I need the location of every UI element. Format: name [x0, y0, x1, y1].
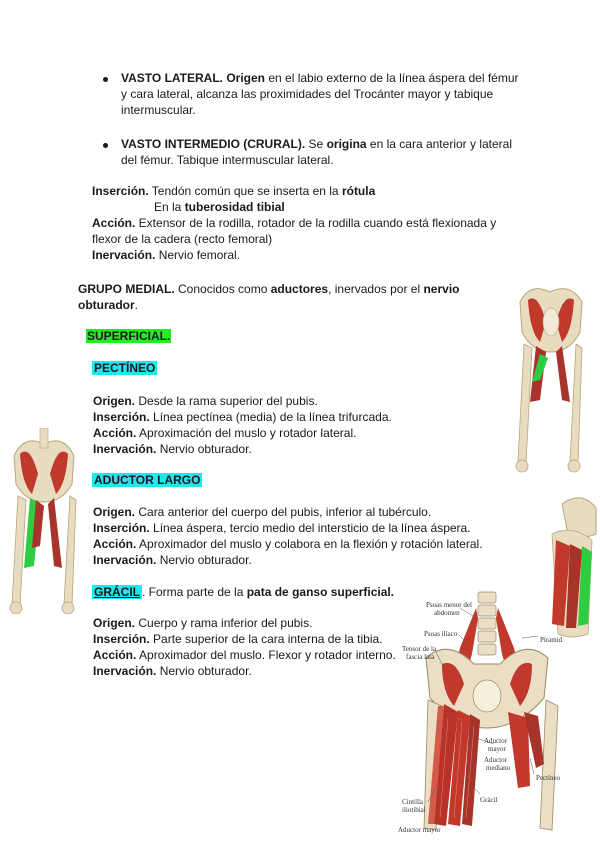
accion-text: Aproximador del muslo. Flexor y rotador interno. — [136, 648, 396, 662]
origen-text: Cuerpo y rama inferior del pubis. — [135, 616, 313, 630]
superficial-label: SUPERFICIAL. — [87, 329, 171, 343]
vasto-intermedio-paragraph — [121, 136, 541, 168]
label-psoas-iliaco: Psoas ilíaco — [424, 630, 458, 638]
aductor-largo-anatomy-figure — [6, 428, 82, 614]
insercion-text: Tendón común que se inserta en la — [148, 184, 342, 198]
inervacion-label: Inervación. — [92, 248, 156, 262]
gracil-text1: . Forma parte de la — [142, 585, 247, 599]
label-aductor-1: Aductor — [484, 737, 507, 745]
insercion-label: Inserción. — [93, 521, 150, 535]
cuadriceps-section — [92, 183, 552, 263]
label-aductor-3: Aductor — [484, 756, 507, 764]
accion-label: Acción. — [93, 537, 137, 551]
insercion-text: Línea áspera, tercio medio del intersticio de la línea áspera. — [149, 521, 471, 535]
label-abdomen: abdomen — [434, 609, 460, 617]
label-gracil: Grácil — [480, 796, 498, 804]
pata-de-ganso-text: pata de ganso superficial. — [246, 585, 395, 599]
rotula-text: rótula — [341, 184, 376, 198]
label-aductor-2: mayor — [488, 745, 506, 753]
vasto-lateral-line1: en el labio externo de la línea áspera del fémur — [265, 71, 519, 85]
grupo-medial-text2: , inervados por el — [328, 282, 424, 296]
accion-line1: Extensor de la rodilla, rotador de la rodilla cuando está flexionada y — [135, 216, 497, 230]
vasto-intermedio-line1: en la cara anterior y lateral — [366, 137, 512, 151]
vasto-lateral-line2: y cara lateral, alcanza las proximidades del Trocánter mayor y tabique — [121, 87, 494, 101]
label-pectineo: Pectíneo — [536, 774, 561, 782]
origen-label: Origen. — [93, 616, 136, 630]
label-piramidal: Piramid — [540, 636, 563, 644]
accion-text: Aproximador del muslo y colabora en la flexión y rotación lateral. — [136, 537, 483, 551]
insercion-label: Inserción. — [93, 632, 150, 646]
label-tensor-2: fascia lata — [406, 653, 435, 661]
en-la-text: En la — [154, 200, 185, 214]
label-cintilla-1: Cintilla — [402, 798, 423, 806]
inervacion-label: Inervación. — [93, 664, 157, 678]
origen-label: Origen. — [93, 394, 136, 408]
accion-label: Acción. — [93, 648, 137, 662]
pectineo-anatomy-figure — [510, 282, 592, 480]
inervacion-text: Nervio femoral. — [155, 248, 241, 262]
insercion-label: Inserción. — [93, 410, 150, 424]
aductor-largo-heading — [92, 472, 202, 488]
label-aductor-mayor: Aductor mayor — [398, 826, 441, 834]
obturador-text: obturador — [78, 298, 135, 312]
origen-label: Origen. — [93, 505, 136, 519]
inervacion-text: Nervio obturador. — [156, 664, 252, 678]
grupo-medial-title: GRUPO MEDIAL. — [78, 282, 175, 296]
pectineo-section — [93, 393, 423, 457]
vasto-intermedio-pre: Se — [305, 137, 327, 151]
inervacion-text: Nervio obturador. — [156, 553, 252, 567]
grupo-medial-text1: Conocidos como — [174, 282, 271, 296]
aductores-text: aductores — [270, 282, 329, 296]
accion-label: Acción. — [93, 426, 137, 440]
accion-line2: flexor de la cadera (recto femoral) — [92, 232, 273, 246]
label-cintilla-2: iliotibial — [402, 806, 426, 814]
vasto-lateral-origin-label: Origen — [226, 71, 266, 85]
gracil-title: GRÁCIL — [94, 585, 140, 599]
gracil-section — [93, 615, 403, 679]
inervacion-label: Inervación. — [93, 442, 157, 456]
bullet-icon — [103, 143, 108, 148]
vasto-intermedio-name: VASTO INTERMEDIO (CRURAL). — [121, 137, 306, 151]
vasto-intermedio-line2: del fémur. Tabique intermuscular lateral. — [121, 153, 334, 167]
tuberosidad-text: tuberosidad tibial — [184, 200, 285, 214]
insercion-label: Inserción. — [92, 184, 149, 198]
pectineo-heading — [92, 360, 157, 376]
grupo-medial-dot: . — [134, 298, 139, 312]
aductor-largo-section — [93, 504, 513, 568]
insercion-text: Línea pectínea (media) de la línea trifurcada. — [149, 410, 392, 424]
origen-text: Desde la rama superior del pubis. — [135, 394, 318, 408]
accion-text: Aproximación del muslo y rotador lateral. — [136, 426, 357, 440]
aductor-largo-title: ADUCTOR LARGO — [94, 473, 201, 487]
vasto-lateral-name: VASTO LATERAL. — [121, 71, 223, 85]
gracil-heading — [92, 584, 412, 600]
superficial-heading — [86, 328, 171, 344]
origen-text: Cara anterior del cuerpo del pubis, inferior al tubérculo. — [135, 505, 432, 519]
inervacion-label: Inervación. — [93, 553, 157, 567]
insercion-text: Parte superior de la cara interna de la tibia. — [149, 632, 383, 646]
inervacion-text: Nervio obturador. — [156, 442, 252, 456]
label-tensor-1: Tensor de la — [402, 645, 437, 653]
label-aductor-4: mediano — [486, 764, 511, 772]
vasto-lateral-paragraph — [121, 70, 541, 118]
vasto-intermedio-origin-label: origina — [326, 137, 367, 151]
nervio-text: nervio — [423, 282, 460, 296]
vasto-lateral-line3: intermuscular. — [121, 103, 196, 117]
pectineo-title: PECTÍNEO — [94, 361, 156, 375]
grupo-medial-paragraph — [78, 281, 498, 313]
label-psoas-menor: Psoas menor del — [426, 601, 472, 609]
bullet-icon — [103, 77, 108, 82]
accion-label: Acción. — [92, 216, 136, 230]
